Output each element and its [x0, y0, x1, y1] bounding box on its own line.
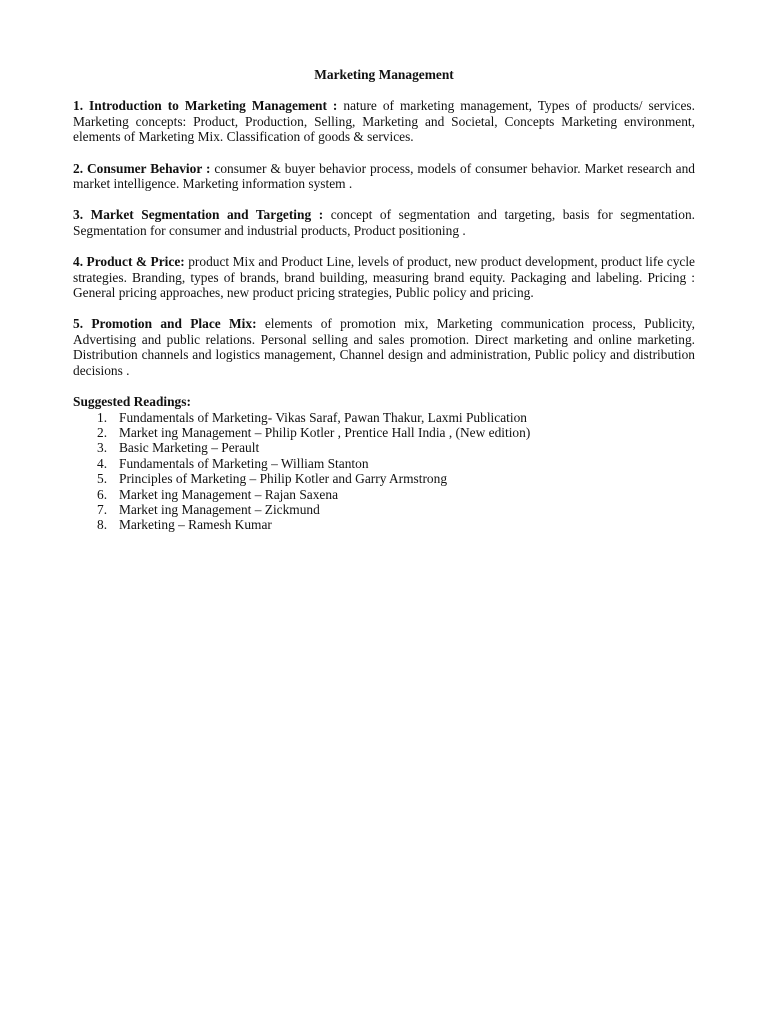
- section-heading: 2. Consumer Behavior :: [73, 160, 211, 176]
- list-item-number: 7.: [97, 501, 108, 517]
- list-item: [73, 456, 695, 471]
- list-item-text: Marketing – Ramesh Kumar: [119, 517, 272, 533]
- section-body: consumer & buyer behavior process, models of consumer behavior. Market research and market intelligence. Marketing information system .: [73, 160, 696, 192]
- list-item-number: 4.: [97, 455, 108, 471]
- list-item: [73, 471, 695, 486]
- section-heading: 3. Market Segmentation and Targeting :: [73, 207, 324, 223]
- list-item: [73, 410, 695, 425]
- section-consumer-behavior: [73, 161, 695, 192]
- list-item-text: Principles of Marketing – Philip Kotler and Garry Armstrong: [119, 471, 448, 487]
- section-promotion-place: [73, 316, 695, 378]
- list-item: [73, 487, 695, 502]
- document-page: [73, 67, 695, 533]
- section-body: product Mix and Product Line, levels of product, new product development, product life cycle strategies. Branding, types of brands, brand building, measuring brand equity. Packaging and labeling. Pricing : General pricing approaches, new product pricing strategies, Public policy and pricing.: [73, 254, 695, 301]
- list-item-number: 2.: [97, 424, 108, 440]
- section-introduction: [73, 98, 695, 144]
- list-item-text: Fundamentals of Marketing – William Stanton: [119, 455, 369, 471]
- section-heading: 4. Product & Price:: [73, 254, 185, 270]
- list-item-number: 5.: [97, 471, 108, 487]
- section-heading: 5. Promotion and Place Mix:: [73, 316, 257, 332]
- list-item-number: 1.: [97, 409, 108, 425]
- section-market-segmentation: [73, 207, 695, 238]
- list-item: [73, 517, 695, 532]
- list-item-text: Market ing Management – Philip Kotler , Prentice Hall India , (New edition): [119, 424, 531, 440]
- list-item: [73, 440, 695, 455]
- list-item-text: Fundamentals of Marketing- Vikas Saraf, Pawan Thakur, Laxmi Publication: [119, 409, 527, 425]
- list-item-number: 3.: [97, 440, 108, 456]
- section-product-price: [73, 254, 695, 300]
- section-body: concept of segmentation and targeting, basis for segmentation. Segmentation for consumer and industrial products, Product positioning .: [73, 207, 695, 238]
- list-item-number: 8.: [97, 517, 108, 533]
- section-heading: 1. Introduction to Marketing Management :: [73, 98, 338, 114]
- document-title: Marketing Management: [314, 67, 454, 82]
- list-item-text: Market ing Management – Rajan Saxena: [119, 486, 339, 502]
- section-body: elements of promotion mix, Marketing communication process, Publicity, Advertising and public relations. Personal selling and sales promotion. Direct marketing and online marketing. Distribution channels and logistics management, Channel design and administration, Public policy and distribution decisions .: [73, 316, 695, 378]
- list-item-number: 6.: [97, 486, 108, 502]
- list-item: [73, 502, 695, 517]
- list-item: [73, 425, 695, 440]
- suggested-readings-heading: Suggested Readings:: [73, 394, 191, 410]
- section-body: nature of marketing management, Types of products/ services. Marketing concepts: Product, Production, Selling, Marketing and Societal, Concepts Marketing environment, elements of Marketing Mix. Classification of goods & services.: [73, 98, 695, 145]
- list-item-text: Basic Marketing – Perault: [119, 440, 260, 456]
- suggested-readings-list: [73, 410, 695, 533]
- list-item-text: Market ing Management – Zickmund: [119, 501, 320, 517]
